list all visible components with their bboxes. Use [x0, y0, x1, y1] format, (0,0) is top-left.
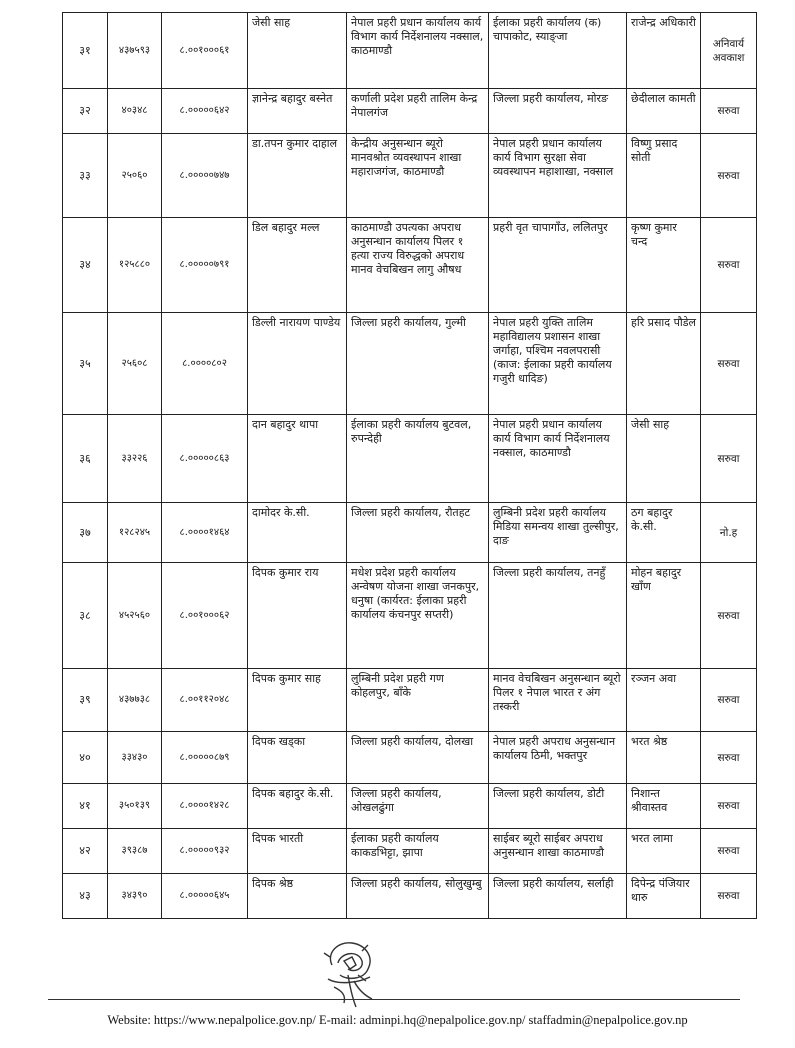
table-row	[63, 732, 757, 784]
employee-id-cell: ४३७५९३	[108, 13, 162, 89]
personnel-code-cell: ८.०००००८६३	[162, 415, 248, 503]
employee-id-cell: २५६०८	[108, 313, 162, 415]
transfer-office-cell: जिल्ला प्रहरी कार्यालय, डोटी	[489, 784, 627, 829]
replacement-officer-cell: विष्णु प्रसाद सोती	[627, 134, 701, 218]
replacement-officer-cell: रञ्जन अवा	[627, 669, 701, 732]
personnel-code-cell: ८.०००००७४७	[162, 134, 248, 218]
employee-id-cell: ३९३८७	[108, 829, 162, 874]
serial-number-cell: ३१	[63, 13, 108, 89]
serial-number-cell: ३७	[63, 503, 108, 563]
employee-id-cell: ४०३४८	[108, 89, 162, 134]
current-office-cell: जिल्ला प्रहरी कार्यालय, गुल्मी	[347, 313, 489, 415]
personnel-code-cell: ८.०००००६४२	[162, 89, 248, 134]
serial-number-cell: ३९	[63, 669, 108, 732]
serial-number-cell: ३६	[63, 415, 108, 503]
personnel-code-cell: ८.०००००८७९	[162, 732, 248, 784]
current-office-cell: जिल्ला प्रहरी कार्यालय, ओखलढुंगा	[347, 784, 489, 829]
remark-cell: सरुवा	[701, 732, 757, 784]
employee-id-cell: ४५२५६०	[108, 563, 162, 669]
officer-name-cell: दिपक बहादुर के.सी.	[248, 784, 347, 829]
replacement-officer-cell: मोहन बहादुर खाँण	[627, 563, 701, 669]
employee-id-cell: १२८२४५	[108, 503, 162, 563]
replacement-officer-cell: छेदीलाल कामती	[627, 89, 701, 134]
replacement-officer-cell: हरि प्रसाद पौडेल	[627, 313, 701, 415]
employee-id-cell: २५०६०	[108, 134, 162, 218]
table-row	[63, 313, 757, 415]
serial-number-cell: ३८	[63, 563, 108, 669]
table-row	[63, 89, 757, 134]
transfer-office-cell: नेपाल प्रहरी अपराध अनुसन्धान कार्यालय ठिमी, भक्तपुर	[489, 732, 627, 784]
transfer-office-cell: नेपाल प्रहरी प्रधान कार्यालय कार्य विभाग कार्य निर्देशनालय नक्साल, काठमाण्डौ	[489, 415, 627, 503]
replacement-officer-cell: राजेन्द्र अधिकारी	[627, 13, 701, 89]
remark-cell: सरुवा	[701, 829, 757, 874]
personnel-code-cell: ८.००००१४२८	[162, 784, 248, 829]
current-office-cell: काठमाण्डौ उपत्यका अपराध अनुसन्धान कार्यालय पिलर १ हत्या राज्य विरुद्धको अपराध मानव वेचबिखन लागु औषध	[347, 218, 489, 313]
remark-cell: सरुवा	[701, 89, 757, 134]
officer-name-cell: ज्ञानेन्द्र बहादुर बस्नेत	[248, 89, 347, 134]
transfer-office-cell: लुम्बिनी प्रदेश प्रहरी कार्यालय मिडिया समन्वय शाखा तुल्सीपुर, दाङ	[489, 503, 627, 563]
transfer-office-cell: साईबर ब्यूरो साईबर अपराध अनुसन्धान शाखा काठमाण्डौ	[489, 829, 627, 874]
replacement-officer-cell: निशान्त श्रीवास्तव	[627, 784, 701, 829]
employee-id-cell: ३५०१३९	[108, 784, 162, 829]
personnel-code-cell: ८.००००१४६४	[162, 503, 248, 563]
officer-name-cell: जेसी साह	[248, 13, 347, 89]
serial-number-cell: ४१	[63, 784, 108, 829]
serial-number-cell: ३२	[63, 89, 108, 134]
personnel-code-cell: ८.०००००९३२	[162, 829, 248, 874]
replacement-officer-cell: भरत लामा	[627, 829, 701, 874]
current-office-cell: केन्द्रीय अनुसन्धान ब्यूरो मानवश्रोत व्यवस्थापन शाखा महाराजगंज, काठमाण्डौ	[347, 134, 489, 218]
table-row	[63, 415, 757, 503]
officer-name-cell: दान बहादुर थापा	[248, 415, 347, 503]
officer-name-cell: डिल्ली नारायण पाण्डेय	[248, 313, 347, 415]
officer-name-cell: दिपक कुमार साह	[248, 669, 347, 732]
personnel-code-cell: ८.००१०००६१	[162, 13, 248, 89]
transfer-office-cell: जिल्ला प्रहरी कार्यालय, सर्लाही	[489, 874, 627, 919]
transfer-office-cell: प्रहरी वृत चापागाँउ, ललितपुर	[489, 218, 627, 313]
current-office-cell: जिल्ला प्रहरी कार्यालय, सोलुखुम्बु	[347, 874, 489, 919]
remark-cell: सरुवा	[701, 784, 757, 829]
current-office-cell: जिल्ला प्रहरी कार्यालय, दोलखा	[347, 732, 489, 784]
personnel-code-cell: ८.००००८०२	[162, 313, 248, 415]
transfer-office-cell: नेपाल प्रहरी प्रधान कार्यालय कार्य विभाग सुरक्षा सेवा व्यवस्थापन महाशाखा, नक्साल	[489, 134, 627, 218]
employee-id-cell: ४३७७३८	[108, 669, 162, 732]
remark-cell: अनिवार्य अवकाश	[701, 13, 757, 89]
official-seal-stamp	[318, 935, 382, 1009]
table-row	[63, 669, 757, 732]
table-row	[63, 218, 757, 313]
table-row	[63, 563, 757, 669]
transfer-office-cell: मानव वेचबिखन अनुसन्धान ब्यूरो पिलर १ नेपाल भारत र अंग तस्करी	[489, 669, 627, 732]
current-office-cell: नेपाल प्रहरी प्रधान कार्यालय कार्य विभाग कार्य निर्देशनालय नक्साल, काठमाण्डौ	[347, 13, 489, 89]
officer-name-cell: डिल बहादुर मल्ल	[248, 218, 347, 313]
serial-number-cell: ४३	[63, 874, 108, 919]
replacement-officer-cell: दिपेन्द्र पंजियार थारु	[627, 874, 701, 919]
employee-id-cell: ३३२२६	[108, 415, 162, 503]
officer-name-cell: दिपक भारती	[248, 829, 347, 874]
officer-name-cell: दामोदर के.सी.	[248, 503, 347, 563]
current-office-cell: मधेश प्रदेश प्रहरी कार्यालय अन्वेषण योजना शाखा जनकपुर, धनुषा (कार्यरत: ईलाका प्रहरी कार्यालय कंचनपुर सप्तरी)	[347, 563, 489, 669]
table-row	[63, 784, 757, 829]
table-row	[63, 503, 757, 563]
remark-cell: सरुवा	[701, 415, 757, 503]
remark-cell: सरुवा	[701, 669, 757, 732]
personnel-code-cell: ८.००१०००६२	[162, 563, 248, 669]
transfer-office-cell: जिल्ला प्रहरी कार्यालय, तनहुँ	[489, 563, 627, 669]
officer-name-cell: दिपक कुमार राय	[248, 563, 347, 669]
table-row	[63, 13, 757, 89]
transfer-office-cell: नेपाल प्रहरी युक्ति तालिम महाविद्यालय प्रशासन शाखा जर्गाहा, पश्चिम नवलपरासी (काज: ईलाका प्रहरी कार्यालय गजुरी धादिङ)	[489, 313, 627, 415]
serial-number-cell: ४०	[63, 732, 108, 784]
current-office-cell: जिल्ला प्रहरी कार्यालय, रौतहट	[347, 503, 489, 563]
personnel-code-cell: ८.०००००६४५	[162, 874, 248, 919]
replacement-officer-cell: ठग बहादुर के.सी.	[627, 503, 701, 563]
remark-cell: सरुवा	[701, 874, 757, 919]
remark-cell: सरुवा	[701, 563, 757, 669]
replacement-officer-cell: भरत श्रेष्ठ	[627, 732, 701, 784]
personnel-code-cell: ८.०००००७९१	[162, 218, 248, 313]
table-row	[63, 874, 757, 919]
employee-id-cell: ३४३९०	[108, 874, 162, 919]
officer-name-cell: दिपक श्रेष्ठ	[248, 874, 347, 919]
current-office-cell: ईलाका प्रहरी कार्यालय बुटवल, रुपन्देही	[347, 415, 489, 503]
remark-cell: नो.ह	[701, 503, 757, 563]
personnel-code-cell: ८.००११२०४८	[162, 669, 248, 732]
serial-number-cell: ३३	[63, 134, 108, 218]
serial-number-cell: ३४	[63, 218, 108, 313]
transfer-office-cell: जिल्ला प्रहरी कार्यालय, मोरङ	[489, 89, 627, 134]
remark-cell: सरुवा	[701, 218, 757, 313]
footer-website: Website: https://www.nepalpolice.gov.np/ E-mail: adminpi.hq@nepalpolice.gov.np/ staffadmin@nepalpolice.gov.np	[107, 1013, 688, 1027]
current-office-cell: ईलाका प्रहरी कार्यालय काकडभिट्टा, झापा	[347, 829, 489, 874]
current-office-cell: कर्णाली प्रदेश प्रहरी तालिम केन्द्र नेपालगंज	[347, 89, 489, 134]
employee-id-cell: १२५८८०	[108, 218, 162, 313]
transfer-table	[62, 12, 757, 919]
footer-divider	[48, 999, 740, 1000]
serial-number-cell: ४२	[63, 829, 108, 874]
table-body	[63, 13, 757, 919]
replacement-officer-cell: कृष्ण कुमार चन्द	[627, 218, 701, 313]
current-office-cell: लुम्बिनी प्रदेश प्रहरी गण कोहलपुर, बाँके	[347, 669, 489, 732]
officer-name-cell: दिपक खड्का	[248, 732, 347, 784]
replacement-officer-cell: जेसी साह	[627, 415, 701, 503]
serial-number-cell: ३५	[63, 313, 108, 415]
transfer-office-cell: ईलाका प्रहरी कार्यालय (क) चापाकोट, स्याङ्जा	[489, 13, 627, 89]
employee-id-cell: ३३४३०	[108, 732, 162, 784]
officer-name-cell: डा.तपन कुमार दाहाल	[248, 134, 347, 218]
table-row	[63, 829, 757, 874]
remark-cell: सरुवा	[701, 313, 757, 415]
remark-cell: सरुवा	[701, 134, 757, 218]
table-row	[63, 134, 757, 218]
